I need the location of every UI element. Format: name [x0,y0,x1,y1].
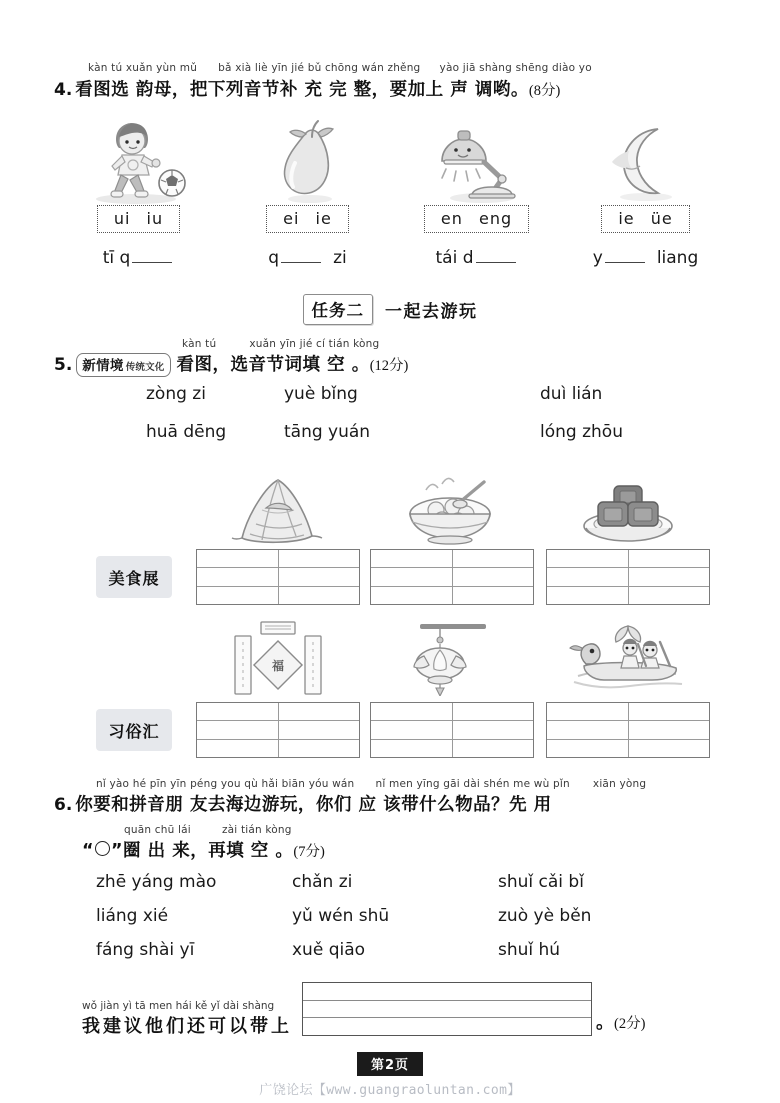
q6-score: (7分) [293,844,325,860]
q4-answer-suffix: liang [656,248,699,268]
svg-text:福: 福 [271,659,285,673]
q5-word-bank-row [54,422,744,458]
q6-quote-open: “ [82,841,95,861]
q6-pinyin-seg-1: nǐ yào hé pīn yīn péng you qù hǎi biān yóu wán [96,778,355,790]
q5-stem: 看图，选音节词填 空 。 [176,355,370,375]
badge-main-label: 新情境 [82,358,124,374]
grid-cell[interactable] [453,740,534,757]
grid-cell[interactable] [547,568,629,585]
q5-score: (12分) [369,358,409,374]
question-4 [54,62,734,101]
new-context-badge [76,353,170,377]
grid-cell[interactable] [629,703,710,720]
question-6 [54,778,744,816]
answer-grid[interactable] [370,549,534,605]
question-4-pinyin-line [54,62,734,74]
watermark-site-name: 广饶论坛 [259,1083,313,1098]
grid-cell[interactable] [453,721,534,738]
q4-blank[interactable] [132,248,172,263]
grid-cell[interactable] [371,550,453,567]
grid-cell[interactable] [547,740,629,757]
grid-cell[interactable] [453,568,534,585]
lotus-lantern-icon [398,620,506,696]
grid-cell[interactable] [279,568,360,585]
q6-word[interactable]: shuǐ cǎi bǐ [498,872,584,892]
eggplant-icon [266,117,350,205]
q6-pinyin-seg-5: zài tián kòng [221,824,292,836]
grid-row [547,721,709,739]
answer-rule [303,1017,591,1018]
grid-cell[interactable] [629,721,710,738]
spring-couplets-icon [219,620,337,696]
q4-answer-prefix: tī q [102,248,131,268]
q4-blank[interactable] [281,248,321,263]
q4-pinyin-seg-1: kàn tú xuǎn yùn mǔ [88,62,198,74]
q4-answer-cell [54,248,223,268]
q4-option-box[interactable] [601,205,689,233]
q6-answer-area [54,982,744,1038]
zongzi-icon [226,474,330,548]
grid-cell[interactable] [547,550,629,567]
q4-picture-cell [561,113,730,205]
q6-word-row [54,872,744,906]
q6-stem-line-2: ”圈 出 来，再填 空 。 [111,841,294,861]
answer-writing-box[interactable] [302,982,592,1036]
q5-number: 5. [54,355,73,375]
question-6-pinyin-line-2 [82,824,325,836]
q4-option-box[interactable] [266,205,349,233]
q4-answer-cell [561,248,730,268]
q6-stem-line-1: 你要和拼音朋 友去海边游玩，你们 应 该带什么物品？先 用 [75,795,552,815]
grid-cell[interactable] [279,740,360,757]
q6-answer-score: (2分) [614,1016,646,1032]
grid-cell[interactable] [371,721,453,738]
q5-picture-cell [370,620,534,696]
q5-word-bank [54,384,744,458]
page-footer [0,1052,780,1098]
q4-number: 4. [54,80,73,100]
grid-cell[interactable] [279,721,360,738]
grid-cell[interactable] [547,587,629,604]
grid-row [197,703,359,721]
boy-playing-soccer-icon [80,117,198,205]
q6-word-grid [54,872,744,974]
question-6-line-2 [82,824,325,862]
grid-cell[interactable] [279,587,360,604]
q4-option-cell [392,205,561,233]
q5-word[interactable]: zòng zi [146,384,206,404]
answer-grid[interactable] [370,702,534,758]
desk-lamp-icon [422,117,532,205]
grid-cell[interactable] [453,550,534,567]
question-6-stem-row [54,791,744,816]
q4-answer-cell [223,248,392,268]
q4-answer-prefix: q [268,248,280,268]
watermark [0,1079,780,1098]
q4-picture-cell [54,113,223,205]
q4-pinyin-seg-2: bǎ xià liè yīn jié bǔ chōng wán zhěng [218,62,421,74]
q6-word-row [54,906,744,940]
q4-answer-cell [392,248,561,268]
q4-answer-prefix: y [592,248,603,268]
q6-word-row [54,940,744,974]
q4-blank[interactable] [605,248,645,263]
q5-pinyin-seg-2: xuǎn yīn jié cí tián kòng [249,338,380,350]
q4-option-b[interactable]: üe [650,209,673,228]
question-5-stem-row [54,351,744,377]
grid-row [547,703,709,721]
grid-cell[interactable] [279,703,360,720]
grid-cell[interactable] [547,721,629,738]
grid-cell[interactable] [371,568,453,585]
grid-cell[interactable] [371,740,453,757]
grid-cell[interactable] [279,550,360,567]
grid-row [371,703,533,721]
grid-row [371,721,533,739]
q4-option-b[interactable]: eng [478,209,513,228]
task-chip: 任务二 [303,294,374,325]
grid-cell[interactable] [453,587,534,604]
grid-row [547,550,709,568]
q6-word[interactable]: yǔ wén shū [292,906,390,926]
grid-row [371,587,533,604]
grid-row [371,550,533,568]
q4-option-cell [54,205,223,233]
q4-option-box[interactable] [97,205,180,233]
q6-stem-row-2 [82,837,325,862]
q5-word[interactable]: duì lián [540,384,603,404]
q4-option-b[interactable]: iu [146,209,164,228]
grid-row [197,740,359,757]
grid-row [197,550,359,568]
q5-picture-cell [370,472,534,548]
q4-answer-prefix: tái d [435,248,474,268]
question-5 [54,338,744,377]
q6-word[interactable]: xuě qiāo [292,940,366,960]
q6-word[interactable]: shuǐ hú [498,940,561,960]
q4-stem: 看图选 韵母，把下列音节补 充 完 整，要加上 声 调哟。 [75,80,529,100]
grid-cell[interactable] [197,740,279,757]
q6-pinyin-seg-3: xiān yòng [592,778,647,790]
q5-picture-cell [196,620,360,696]
answer-grid[interactable] [546,702,710,758]
category-label-food: 美食展 [96,556,172,598]
q6-word[interactable]: chǎn zi [292,872,353,892]
question-4-stem-row [54,76,734,101]
q6-answer-pinyin: wǒ jiàn yì tā men hái kě yǐ dài shàng [82,1000,275,1012]
q6-number: 6. [54,795,73,815]
q4-picture-cell [392,113,561,205]
answer-grid[interactable] [196,549,360,605]
grid-cell[interactable] [371,587,453,604]
q5-word-bank-row [54,384,744,422]
grid-cell[interactable] [371,703,453,720]
watermark-url: 【www.guangraoluntan.com】 [312,1083,521,1098]
q6-answer-period: 。 [596,1012,614,1033]
q4-option-a[interactable]: ui [113,209,131,228]
q4-option-cell [561,205,730,233]
tangyuan-bowl-icon [398,474,506,548]
grid-row [197,587,359,604]
circle-symbol-icon [95,841,110,856]
q4-picture-row [54,113,730,205]
q5-word[interactable]: yuè bǐng [284,384,358,404]
grid-cell[interactable] [629,550,710,567]
grid-cell[interactable] [453,703,534,720]
grid-row [547,587,709,604]
q6-word[interactable]: fáng shài yī [96,940,195,960]
q4-option-a[interactable]: ei [283,209,300,228]
grid-cell[interactable] [197,587,279,604]
q5-word[interactable]: huā dēng [146,422,227,442]
q6-pinyin-seg-4: quān chū lái [124,824,191,836]
q4-answer-row [54,248,730,268]
answer-rule [303,1000,591,1001]
mooncake-plate-icon [574,474,682,548]
page-number-badge: 第2页 [357,1052,423,1076]
q6-word[interactable]: zhē yáng mào [96,872,217,892]
q5-picture-cell [196,472,360,548]
question-5-pinyin-line [54,338,744,350]
grid-cell[interactable] [629,568,710,585]
q4-score: (8分) [528,83,561,99]
q6-answer-han: 我建议他们还可以带上 [82,1016,292,1037]
grid-cell[interactable] [197,721,279,738]
q4-option-box[interactable] [424,205,529,233]
q4-option-b[interactable]: ie [315,209,332,228]
grid-row [197,721,359,739]
task-banner-title: 一起去游玩 [385,302,478,322]
q4-option-row [54,205,730,233]
grid-cell[interactable] [197,568,279,585]
q6-word[interactable]: liáng xié [96,906,169,926]
grid-row [197,568,359,586]
q5-word[interactable]: tāng yuán [284,422,371,442]
q4-option-a[interactable]: en [440,209,463,228]
grid-row [371,740,533,757]
q4-pinyin-seg-3: yào jiā shàng shēng diào yo [439,62,592,74]
grid-row [547,740,709,757]
badge-sub-label: 传统文化 [125,362,165,373]
category-label-customs: 习俗汇 [96,709,172,751]
grid-row [371,568,533,586]
grid-row [547,568,709,586]
grid-cell[interactable] [629,587,710,604]
q4-blank[interactable] [476,248,516,263]
crescent-moon-icon [596,117,696,205]
q6-word[interactable]: zuò yè běn [498,906,592,926]
answer-grid[interactable] [196,702,360,758]
q4-picture-cell [223,113,392,205]
answer-grid[interactable] [546,549,710,605]
q4-option-a[interactable]: ie [618,209,635,228]
grid-cell[interactable] [197,703,279,720]
question-6-pinyin-line-1 [54,778,744,790]
q5-picture-cell [546,472,710,548]
q6-pinyin-seg-2: nǐ men yīng gāi dài shén me wù pǐn [375,778,570,790]
grid-cell[interactable] [197,550,279,567]
grid-cell[interactable] [547,703,629,720]
q5-picture-cell [546,620,710,696]
dragon-boat-icon [568,620,688,696]
q5-word[interactable]: lóng zhōu [540,422,623,442]
q5-pinyin-seg-1: kàn tú [182,338,217,350]
q4-option-cell [223,205,392,233]
q4-answer-suffix: zi [333,248,347,268]
grid-cell[interactable] [629,740,710,757]
task-banner [0,294,780,325]
